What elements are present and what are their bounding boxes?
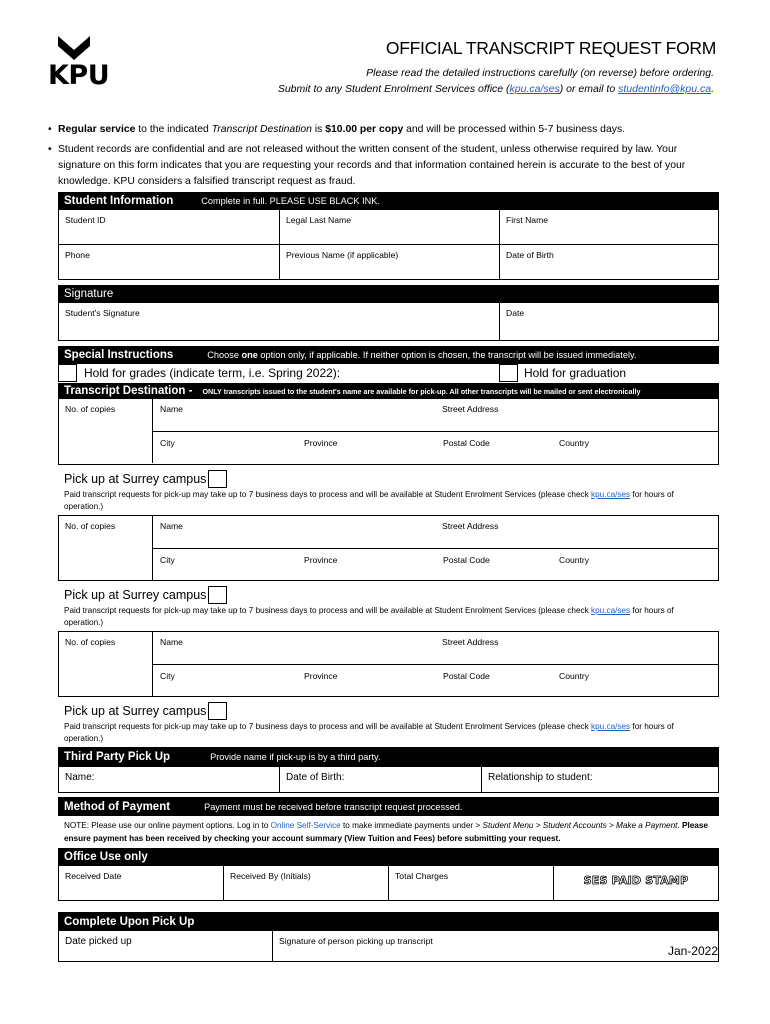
section-heading: Special Instructions bbox=[64, 349, 174, 361]
city-field[interactable]: City bbox=[160, 671, 175, 681]
note-text: Choose bbox=[207, 350, 242, 360]
province-field[interactable]: Province bbox=[304, 555, 338, 565]
divider bbox=[153, 548, 718, 549]
received-by-field[interactable]: Received By (Initials) bbox=[224, 866, 389, 900]
pickup-checkbox-2[interactable] bbox=[208, 586, 227, 604]
bullet-text: is bbox=[311, 124, 326, 135]
section-heading: Student Information bbox=[64, 195, 174, 207]
kpu-logo-text: KPU bbox=[48, 60, 110, 91]
note-text: . bbox=[677, 821, 682, 830]
last-name-field[interactable]: Legal Last Name bbox=[280, 210, 500, 244]
pickup-option-1 bbox=[58, 469, 719, 489]
section-note: Provide name if pick-up is by a third party. bbox=[210, 752, 381, 762]
bullet-text: Student records are confidential and are not released without the written consent of the student, unless otherwise required by law. Your signature on this form indicates that you are requesting your records and that information contained herein is accurate to the best of your knowledge. KPU considers a falsified transcript request as fraud. bbox=[58, 144, 686, 187]
bullet-text: and will be processed within 5-7 business days. bbox=[403, 124, 626, 135]
first-name-field[interactable]: First Name bbox=[506, 215, 549, 225]
signature-header bbox=[58, 285, 719, 303]
section-heading: Method of Payment bbox=[64, 800, 171, 813]
bullet-text: Transcript Destination bbox=[211, 124, 312, 135]
ses-link[interactable]: kpu.ca/ses bbox=[509, 83, 560, 95]
payment-detail bbox=[58, 816, 719, 848]
street-address-field[interactable]: Street Address bbox=[442, 521, 499, 531]
note-text: to make immediate payments under > bbox=[340, 821, 483, 830]
signature-date-field[interactable]: Date bbox=[506, 308, 525, 318]
name-field[interactable]: Name bbox=[160, 404, 183, 414]
pickup-checkbox-3[interactable] bbox=[208, 702, 227, 720]
copies-field[interactable]: No. of copies bbox=[59, 399, 153, 463]
note-text: Paid transcript requests for pick-up may take up to 7 business days to process and will be available at Student Enrolment Services (please check bbox=[64, 722, 591, 731]
pickup-label: Pick up at Surrey campus bbox=[64, 472, 207, 486]
pickup-label: Pick up at Surrey campus bbox=[64, 704, 207, 718]
section-heading: Third Party Pick Up bbox=[64, 751, 171, 763]
hold-options bbox=[58, 364, 719, 383]
pickup-note-3 bbox=[58, 721, 719, 747]
instructions-text: Submit to any Student Enrolment Services office ( bbox=[277, 83, 510, 95]
hold-graduation-label: Hold for graduation bbox=[524, 366, 627, 380]
dob-field[interactable]: Date of Birth bbox=[506, 250, 554, 260]
bullet-icon: • bbox=[48, 144, 52, 155]
instructions-text: ) or email to bbox=[559, 83, 619, 95]
city-field[interactable]: City bbox=[160, 438, 175, 448]
country-field[interactable]: Country bbox=[559, 555, 590, 565]
third-party-row bbox=[58, 767, 719, 793]
date-picked-field[interactable]: Date picked up bbox=[59, 931, 273, 961]
relationship-field[interactable]: Relationship to student: bbox=[488, 772, 593, 783]
third-party-header bbox=[58, 747, 719, 767]
note-text: one bbox=[241, 350, 258, 360]
pickup-option-3 bbox=[58, 701, 719, 721]
note-text: Paid transcript requests for pick-up may take up to 7 business days to process and will be available at Student Enrolment Services (please check bbox=[64, 490, 591, 499]
hold-grades-label: Hold for grades (indicate term, i.e. Spring 2022): bbox=[84, 366, 341, 380]
student-info-row-2 bbox=[58, 245, 719, 280]
email-link[interactable]: studentinfo@kpu.ca bbox=[618, 83, 712, 95]
instructions-line-1: Please read the detailed instructions carefully (on reverse) before ordering. bbox=[366, 67, 714, 79]
pickup-note-2 bbox=[58, 605, 719, 631]
bullet-text: $10.00 per copy bbox=[325, 124, 404, 135]
note-text: for hours of operation.) bbox=[64, 490, 674, 511]
pickup-option-2 bbox=[58, 585, 719, 605]
section-heading: Office Use only bbox=[64, 851, 148, 863]
postal-code-field[interactable]: Postal Code bbox=[443, 438, 490, 448]
street-address-field[interactable]: Street Address bbox=[442, 637, 499, 647]
third-party-dob-field[interactable]: Date of Birth: bbox=[280, 767, 482, 792]
student-info-header bbox=[58, 192, 719, 210]
postal-code-field[interactable]: Postal Code bbox=[443, 671, 490, 681]
student-signature-field[interactable]: Student's Signature bbox=[59, 303, 500, 340]
note-text: Paid transcript requests for pick-up may take up to 7 business days to process and will be available at Student Enrolment Services (please check bbox=[64, 606, 591, 615]
transcript-form bbox=[58, 192, 719, 962]
office-use-row bbox=[58, 866, 719, 901]
section-note: ONLY transcripts issued to the student's name are available for pick-up. All other transcripts will be mailed or sent electronically bbox=[202, 386, 641, 396]
special-instructions-header bbox=[58, 346, 719, 364]
instructions-text: . bbox=[711, 83, 714, 95]
note-text: Please ensure payment has been received by checking your account summary (View Tuition and Fees) before submitting your request. bbox=[64, 821, 708, 843]
pickup-label: Pick up at Surrey campus bbox=[64, 588, 207, 602]
section-note: Complete in full. PLEASE USE BLACK INK. bbox=[201, 196, 380, 206]
bullet-regular-service bbox=[48, 122, 720, 138]
country-field[interactable]: Country bbox=[559, 438, 590, 448]
student-id-field[interactable]: Student ID bbox=[59, 210, 280, 244]
note-text: for hours of operation.) bbox=[64, 722, 674, 743]
form-version-date: Jan-2022 bbox=[667, 944, 718, 958]
section-heading: Complete Upon Pick Up bbox=[64, 915, 195, 928]
postal-code-field[interactable]: Postal Code bbox=[443, 555, 490, 565]
copies-field[interactable]: No. of copies bbox=[59, 632, 153, 696]
signature-row bbox=[58, 303, 719, 341]
received-date-field[interactable]: Received Date bbox=[59, 866, 224, 900]
previous-name-field[interactable]: Previous Name (if applicable) bbox=[280, 245, 500, 279]
country-field[interactable]: Country bbox=[559, 671, 590, 681]
third-party-name-field[interactable]: Name: bbox=[59, 767, 280, 792]
instructions-line-2 bbox=[278, 83, 714, 95]
total-charges-field[interactable]: Total Charges bbox=[389, 866, 554, 900]
street-address-field[interactable]: Street Address bbox=[442, 404, 499, 414]
office-use-header bbox=[58, 848, 719, 866]
form-title: OFFICIAL TRANSCRIPT REQUEST FORM bbox=[385, 38, 716, 58]
pickup-checkbox-1[interactable] bbox=[208, 470, 227, 488]
pickup-note-1 bbox=[58, 489, 719, 515]
complete-pickup-row bbox=[58, 931, 719, 962]
paid-stamp-area bbox=[554, 866, 718, 900]
notice-bullets bbox=[48, 122, 720, 190]
bullet-confidential bbox=[48, 142, 720, 190]
destination-header bbox=[58, 383, 719, 399]
divider bbox=[153, 431, 718, 432]
student-info-row-1 bbox=[58, 210, 719, 245]
note-text: option only, if applicable. If neither option is chosen, the transcript will be issued immediately. bbox=[257, 350, 637, 360]
online-self-service-link[interactable]: Online Self-Service bbox=[270, 821, 341, 830]
destination-block-3 bbox=[58, 631, 719, 697]
note-text: NOTE: Please use our online payment options. Log in to bbox=[64, 821, 271, 830]
pickup-signature-field[interactable]: Signature of person picking up transcript bbox=[279, 936, 433, 946]
ses-link[interactable]: kpu.ca/ses bbox=[591, 490, 631, 499]
hold-graduation-checkbox[interactable] bbox=[499, 364, 518, 382]
bullet-icon: • bbox=[48, 124, 52, 135]
province-field[interactable]: Province bbox=[304, 438, 338, 448]
destination-block-2 bbox=[58, 515, 719, 581]
ses-link[interactable]: kpu.ca/ses bbox=[591, 606, 631, 615]
phone-field[interactable]: Phone bbox=[59, 245, 280, 279]
name-field[interactable]: Name bbox=[160, 637, 183, 647]
bullet-text: Regular service bbox=[58, 124, 136, 135]
section-note: Payment must be received before transcript request processed. bbox=[204, 801, 463, 812]
name-field[interactable]: Name bbox=[160, 521, 183, 531]
section-note bbox=[207, 350, 636, 360]
bullet-text: to the indicated bbox=[135, 124, 212, 135]
destination-block-1 bbox=[58, 399, 719, 465]
paid-stamp-label: SES PAID STAMP bbox=[583, 874, 689, 887]
province-field[interactable]: Province bbox=[304, 671, 338, 681]
section-heading: Transcript Destination - bbox=[64, 385, 193, 397]
section-heading: Signature bbox=[64, 288, 114, 300]
divider bbox=[153, 664, 718, 665]
ses-link[interactable]: kpu.ca/ses bbox=[591, 722, 631, 731]
payment-header bbox=[58, 797, 719, 816]
complete-pickup-header bbox=[58, 912, 719, 931]
city-field[interactable]: City bbox=[160, 555, 175, 565]
copies-field[interactable]: No. of copies bbox=[59, 516, 153, 580]
note-text: for hours of operation.) bbox=[64, 606, 674, 627]
hold-grades-checkbox[interactable] bbox=[58, 364, 77, 382]
note-text: Student Menu > Student Accounts > Make a Payment bbox=[482, 821, 678, 830]
